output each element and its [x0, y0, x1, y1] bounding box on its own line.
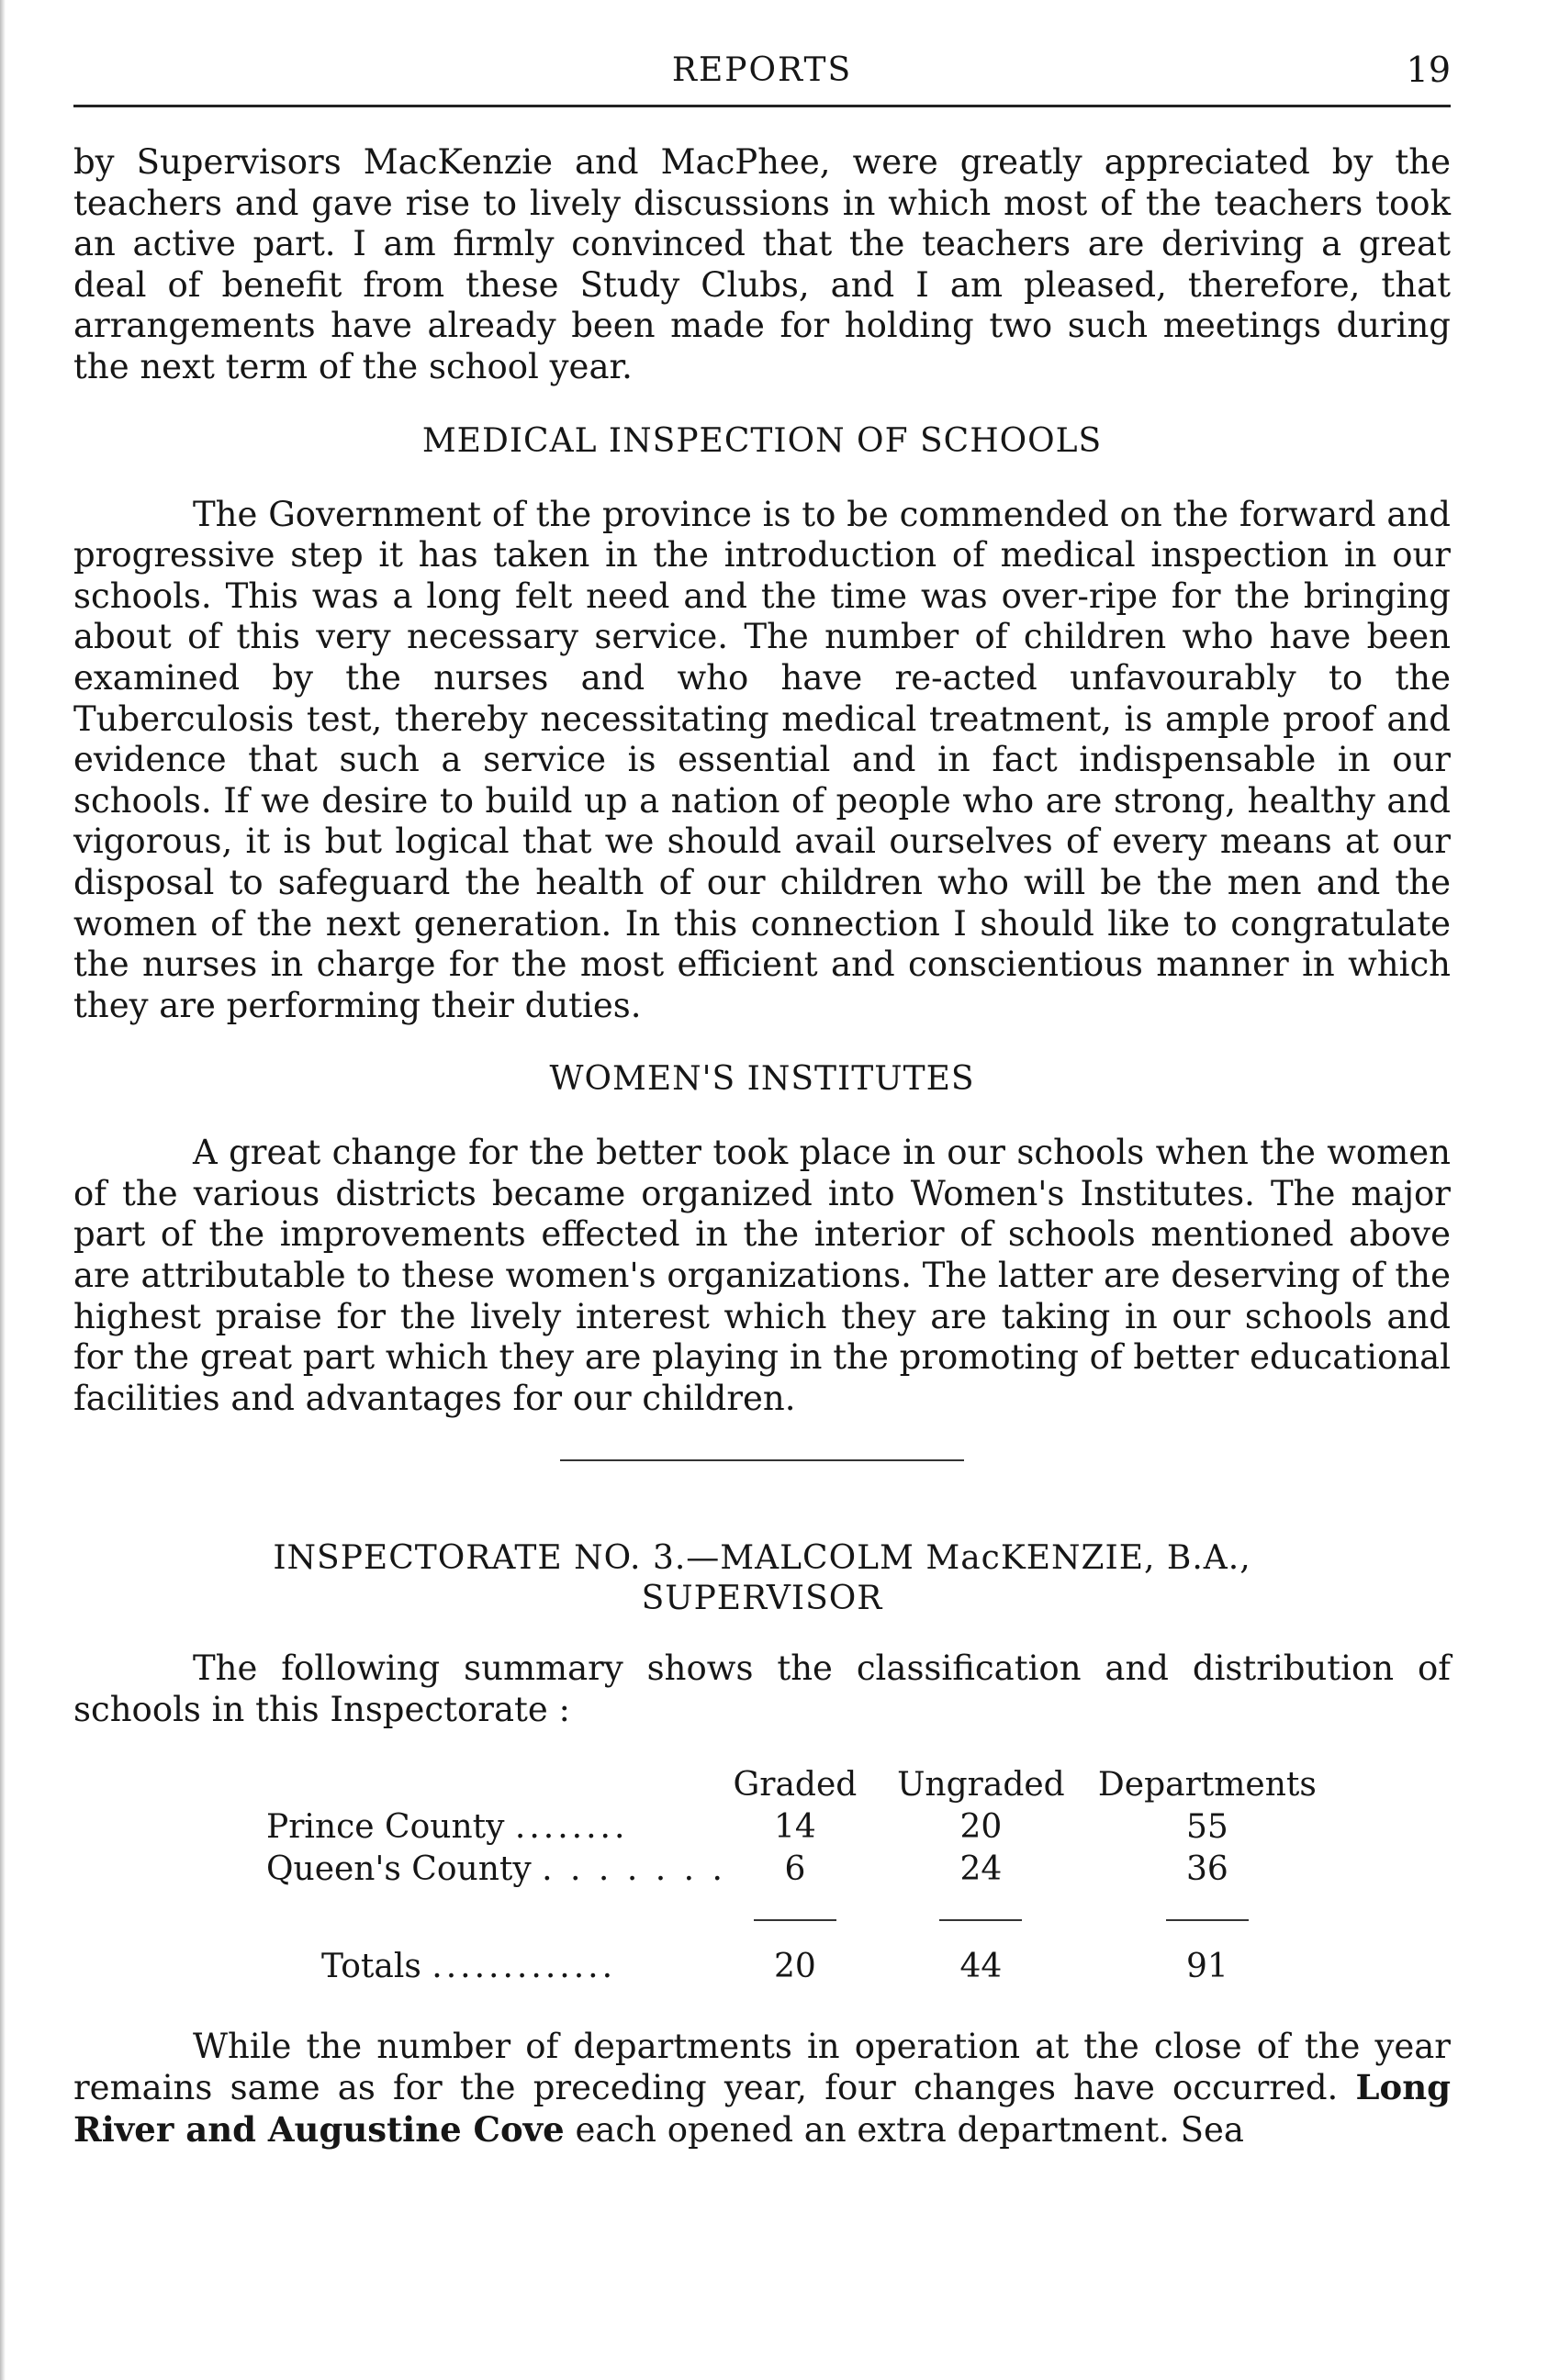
womens-institutes-paragraph: A great change for the better took place in our schools when the women of the various districts became organized into Women's Institutes. The major part of the improvements effected in the interior of schools mentioned above are attributable to these women's organizations. The latter are deserving of the highest praise for the lively interest which they are taking in our schools and for the great part which they are playing in the promoting of better educational facilities and advantages for our children.: [73, 1133, 1451, 1418]
table-cell: 14: [774, 1808, 816, 1847]
running-head: REPORTS: [671, 51, 853, 89]
closing-bold-text: Long River and Augustine Cove: [73, 2067, 1451, 2150]
womens-institutes-heading: WOMEN'S INSTITUTES: [549, 1060, 975, 1099]
page-spine-shadow: [0, 0, 6, 2380]
sum-rule: [939, 1919, 1022, 1921]
table-header-row: [266, 1764, 1317, 1806]
table-cell: 6: [784, 1850, 806, 1889]
leader-dots: ........: [514, 1808, 629, 1847]
table-cell: 36: [1185, 1850, 1228, 1889]
header-rule: [73, 105, 1451, 107]
row-label: Queen's County: [266, 1850, 532, 1889]
table-row: [266, 1806, 1317, 1849]
table-rule-row: [266, 1891, 1317, 1946]
table-row: [266, 1849, 1317, 1891]
sum-rule: [754, 1919, 836, 1921]
summary-intro-paragraph: The following summary shows the classification and distribution of schools in this Inspectorate :: [73, 1648, 1451, 1730]
page-body: [73, 142, 1451, 2151]
row-label: Prince County: [266, 1808, 505, 1847]
totals-cell: 20: [774, 1948, 816, 1986]
inspectorate-heading-line2: SUPERVISOR: [641, 1580, 883, 1618]
page-header: [73, 44, 1451, 103]
table-cell: 20: [959, 1808, 1003, 1847]
column-header-departments: Departments: [1097, 1766, 1317, 1805]
totals-cell: 44: [959, 1948, 1003, 1986]
inspectorate-heading-line1: INSPECTORATE NO. 3.—MALCOLM MacKENZIE, B.A.,: [273, 1539, 1251, 1578]
column-header-graded: Graded: [733, 1766, 858, 1805]
closing-rest-text: each opened an extra department. Sea: [564, 2109, 1244, 2150]
schools-summary-table: [266, 1764, 1317, 1988]
closing-paragraph: [73, 2027, 1451, 2151]
medical-inspection-heading: MEDICAL INSPECTION OF SCHOOLS: [421, 421, 1103, 460]
page-number: 19: [1406, 50, 1451, 90]
medical-inspection-paragraph: The Government of the province is to be commended on the forward and progressive step it has taken in the introduction of medical inspection in our schools. This was a long felt need and the time was over-ripe for the bringing about of this very necessary service. The number of children who have been examined by the nurses and who have re-acted unfavourably to the Tuberculosis test, thereby necessitating medical treatment, is ample proof and evidence that such a service is essential and in fact indispensable in our schools. If we desire to build up a nation of people who are strong, healthy and vigorous, it is but logical that we should avail ourselves of every means at our disposal to safeguard the health of our children who will be the men and the women of the next generation. In this connection I should like to congratulate the nurses in charge for the most efficient and conscientious manner in which they are performing their duties.: [73, 494, 1451, 1025]
column-header-ungraded: Ungraded: [897, 1766, 1065, 1805]
closing-paragraph-text: While the number of departments in operation at the close of the year remains same as for the preceding year, four changes have occurred.: [73, 2026, 1451, 2108]
totals-cell: 91: [1185, 1948, 1228, 1986]
totals-label: Totals: [321, 1948, 421, 1986]
leader-dots: . . . . . . .: [542, 1850, 726, 1889]
intro-paragraph: by Supervisors MacKenzie and MacPhee, were greatly appreciated by the teachers and gave rise to lively discussions in which most of the teachers took an active part. I am firmly convinced that the teachers are deriving a great deal of benefit from these Study Clubs, and I am pleased, therefore, that arrangements have already been made for holding two such meetings during the next term of the school year.: [73, 142, 1451, 386]
totals-row: [266, 1946, 1317, 1988]
sum-rule: [1166, 1919, 1249, 1921]
leader-dots: .............: [432, 1948, 617, 1986]
table-cell: 55: [1185, 1808, 1228, 1847]
table-cell: 24: [959, 1850, 1003, 1889]
